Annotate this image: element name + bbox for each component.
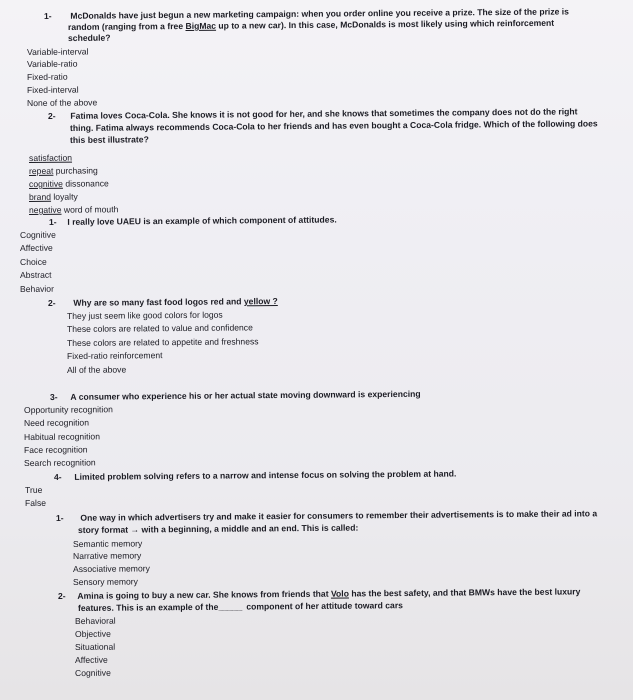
q4-text-a: Why are so many fast food logos red and xyxy=(73,296,244,308)
q1-option[interactable]: Variable-interval xyxy=(26,46,89,57)
q7-option[interactable]: Narrative memory xyxy=(72,550,142,561)
q3-option[interactable]: Choice xyxy=(19,256,47,267)
q7-line-1 xyxy=(56,508,597,523)
q5-option[interactable]: Search recognition xyxy=(23,457,96,468)
q1-number: 1- xyxy=(43,10,52,21)
q4-option[interactable]: All of the above xyxy=(66,364,127,375)
q2-option[interactable] xyxy=(29,178,109,189)
q3-option[interactable]: Behavior xyxy=(19,283,54,294)
q4-option[interactable]: They just seem like good colors for logos xyxy=(66,309,223,321)
q5-option[interactable]: Face recognition xyxy=(23,444,88,455)
q1-line-3: schedule? xyxy=(67,32,111,43)
q8-line-1 xyxy=(58,586,580,601)
q2-option-word: brand xyxy=(28,191,52,202)
q8-text-volo: Volo xyxy=(330,588,349,599)
q2-number: 2- xyxy=(47,110,56,121)
q1-option[interactable]: Variable-ratio xyxy=(26,58,78,69)
q8-text-2a: features. This is an example of the xyxy=(77,601,219,613)
q7-option[interactable]: Associative memory xyxy=(72,563,150,574)
q7-number: 1- xyxy=(55,512,64,523)
q1-option[interactable]: Fixed-ratio xyxy=(26,71,68,82)
q4-option[interactable]: These colors are related to value and confidence xyxy=(66,322,253,334)
q3-line xyxy=(49,214,337,227)
q6-option[interactable]: False xyxy=(24,497,47,508)
q6-number: 4- xyxy=(53,471,62,482)
q5-option[interactable]: Need recognition xyxy=(23,417,90,428)
q2-option-rest: loyalty xyxy=(50,191,78,202)
q3-number: 1- xyxy=(48,216,57,227)
q6-option[interactable]: True xyxy=(24,484,43,495)
q2-option-word: negative xyxy=(28,204,62,215)
q7-option[interactable]: Sensory memory xyxy=(72,576,138,587)
q8-text-2b: component of her attitude toward cars xyxy=(246,600,403,612)
q3-option[interactable]: Abstract xyxy=(19,269,52,280)
q5-number: 3- xyxy=(49,391,58,402)
q8-line-2 xyxy=(78,600,403,613)
q8-option[interactable]: Situational xyxy=(74,641,116,652)
q5-line xyxy=(50,389,421,403)
q1-option[interactable]: None of the above xyxy=(26,97,98,108)
q2-option[interactable] xyxy=(29,165,98,176)
q5-option[interactable]: Opportunity recognition xyxy=(23,404,113,415)
q8-option[interactable]: Cognitive xyxy=(74,667,111,678)
q2-line-2: thing. Fatima always recommends Coca-Cola to her friends and has even bought a Coca-Cola fridge. Which of the following does xyxy=(69,118,598,133)
q4-line xyxy=(48,296,278,309)
q8-option[interactable]: Behavioral xyxy=(74,615,116,626)
q4-option[interactable]: Fixed-ratio reinforcement xyxy=(66,350,163,361)
q2-option[interactable]: satisfaction xyxy=(28,152,73,163)
q1-text-bigmac: BigMac xyxy=(185,20,217,31)
q6-text: Limited problem solving refers to a narrow and intense focus on solving the problem at hand. xyxy=(74,468,457,482)
q4-number: 2- xyxy=(47,297,56,308)
q2-option-word: cognitive xyxy=(28,178,63,189)
q3-option[interactable]: Affective xyxy=(19,242,53,253)
q8-text-1a: Amina is going to buy a new car. She knows from friends that xyxy=(77,588,331,601)
q3-text: I really love UAEU is an example of which component of attitudes. xyxy=(67,214,337,227)
q2-text-1: Fatima loves Coca-Cola. She knows it is not good for her, and she knows that sometimes the company does not do the right xyxy=(70,106,578,121)
q1-text-2c: up to a new car). In this case, McDonalds is most likely using which reinforcement xyxy=(215,17,555,31)
q8-number: 2- xyxy=(57,590,66,601)
q2-option-rest: purchasing xyxy=(53,165,98,176)
q2-option[interactable] xyxy=(29,204,118,215)
q2-option[interactable] xyxy=(29,192,78,203)
q7-option[interactable]: Semantic memory xyxy=(72,538,143,549)
q4-text-yellow: yellow ? xyxy=(243,295,278,307)
q4-text xyxy=(73,296,277,308)
q2-option-rest: dissonance xyxy=(62,178,109,189)
q8-option[interactable]: Objective xyxy=(74,628,111,639)
q7-text-1: One way in which advertisers try and make it easier for consumers to remember their advertisements is to make their ad into a xyxy=(80,508,598,523)
q7-line-2: story format → with a beginning, a middle and an end. This is called: xyxy=(77,522,359,535)
q3-option[interactable]: Cognitive xyxy=(19,229,56,240)
q1-text-1: McDonalds have just begun a new marketing campaign: when you order online you receive a prize. The size of the prize is xyxy=(70,6,569,21)
q8-text-1c: has the best safety, and that BMWs have the best luxury xyxy=(348,586,581,599)
q5-option[interactable]: Habitual recognition xyxy=(23,431,101,442)
q2-option-rest: word of mouth xyxy=(61,204,119,215)
q6-line xyxy=(54,468,456,482)
q1-option[interactable]: Fixed-interval xyxy=(26,84,79,95)
q4-option[interactable]: These colors are related to appetite and freshness xyxy=(66,336,259,348)
q8-blank: _____ xyxy=(218,601,243,612)
q5-text: A consumer who experience his or her actual state moving downward is experiencing xyxy=(70,388,421,402)
q2-line-3: this best illustrate? xyxy=(69,134,149,145)
q8-option[interactable]: Affective xyxy=(74,654,108,665)
q1-text-2a: random (ranging from a free xyxy=(67,20,186,32)
q2-option-word: repeat xyxy=(28,165,54,176)
q8-text-1 xyxy=(77,586,580,600)
